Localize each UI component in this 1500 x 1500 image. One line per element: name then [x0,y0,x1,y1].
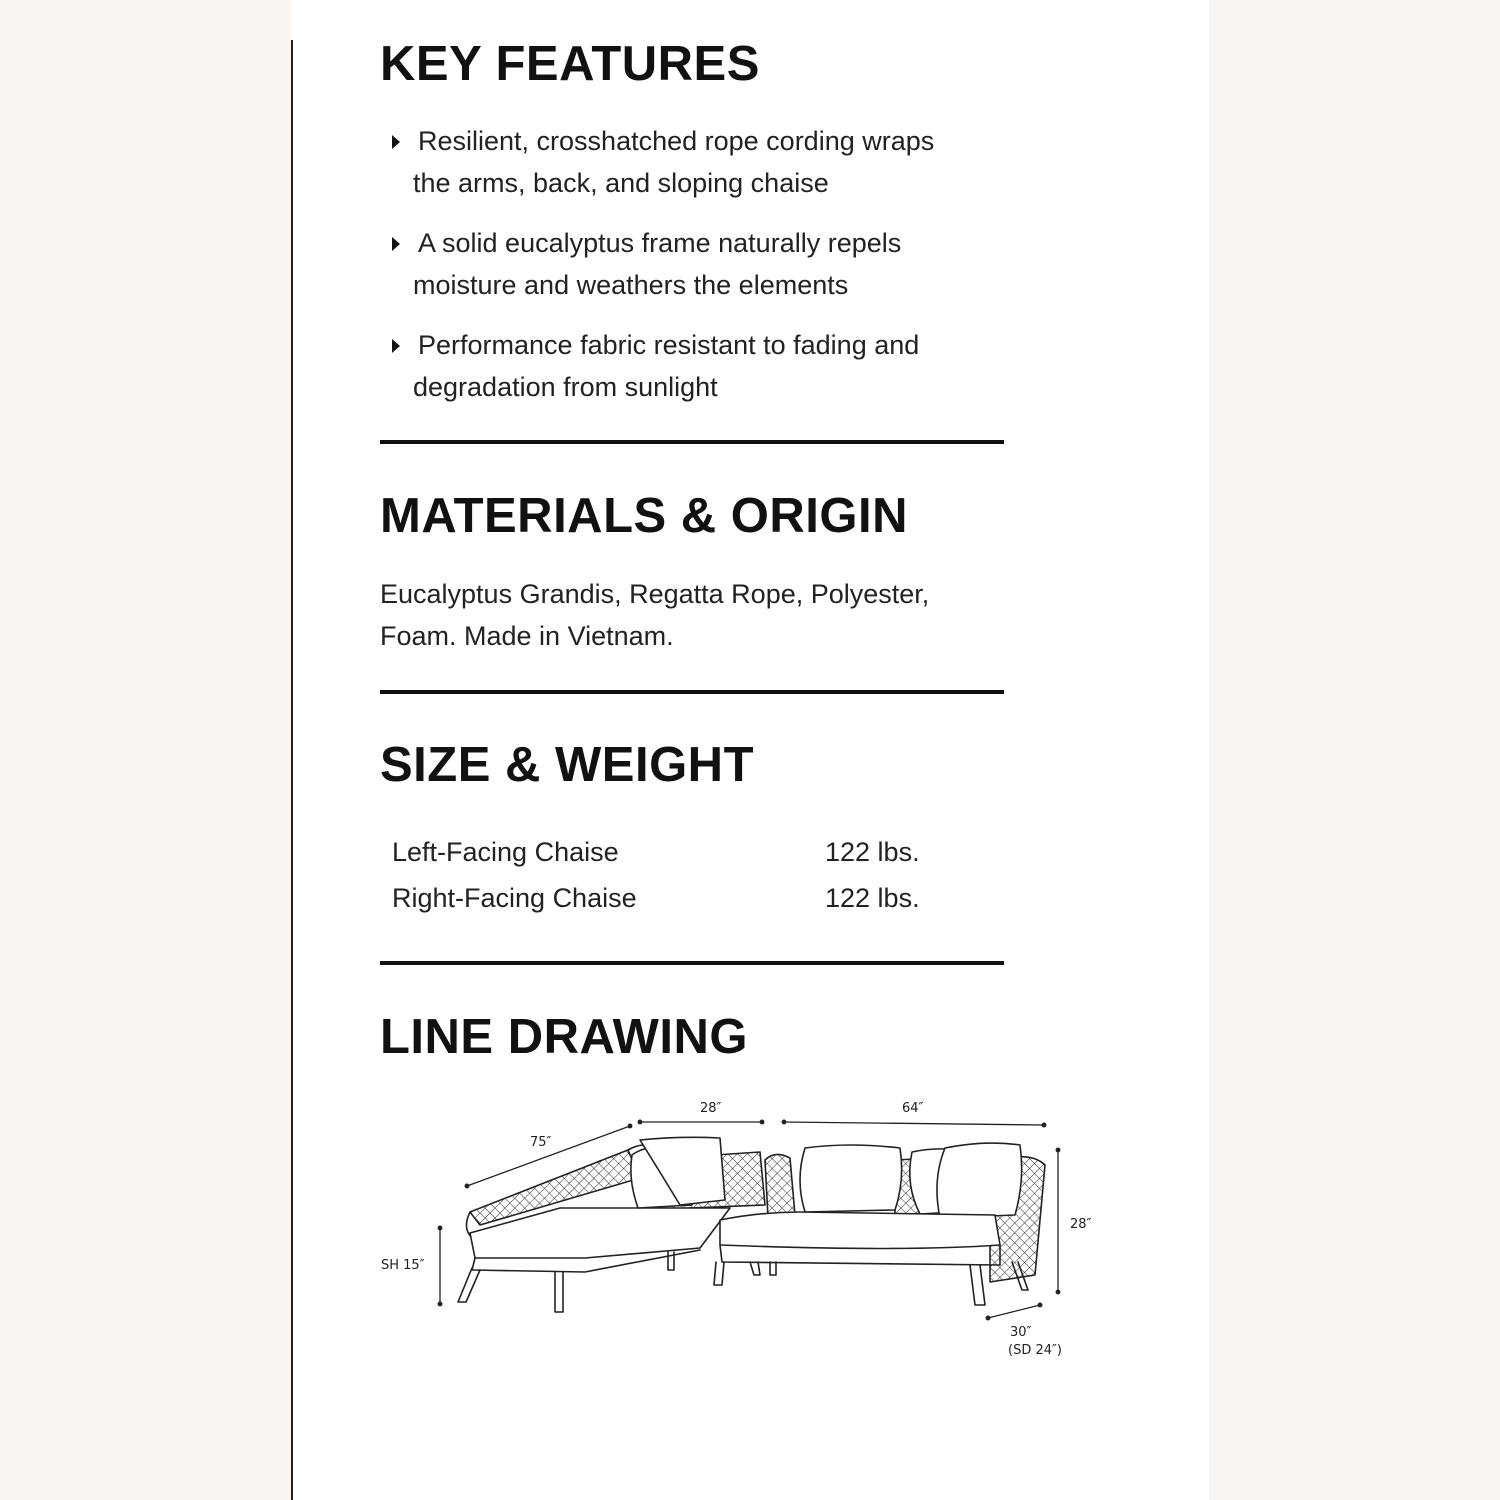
feature-line-1: A solid eucalyptus frame naturally repels [418,228,902,258]
feature-line-2: moisture and weathers the elements [413,270,849,300]
materials-heading: MATERIALS & ORIGIN [380,489,909,543]
dim-sofa-width-label: 64″ [902,1101,924,1116]
dim-seat-depth-label: (SD 24″) [1008,1343,1062,1358]
size-weight-heading: SIZE & WEIGHT [380,738,754,792]
feature-line-1: Resilient, crosshatched rope cording wraps [418,126,935,156]
section-divider [380,440,1004,444]
caret-right-icon [392,237,400,251]
materials-line-2: Foam. Made in Vietnam. [380,621,674,651]
feature-line-1: Performance fabric resistant to fading and [418,330,920,360]
dim-seat-height-label: SH 15″ [381,1258,425,1273]
dim-length-label: 75″ [530,1135,552,1150]
materials-line-1: Eucalyptus Grandis, Regatta Rope, Polyester, [380,579,930,609]
materials-text [380,573,1020,657]
section-divider [380,690,1004,694]
caret-right-icon [392,135,400,149]
feature-item [392,222,1012,306]
weight-item-name: Left-Facing Chaise [392,837,619,867]
feature-line-2: the arms, back, and sloping chaise [413,168,829,198]
weight-item-value: 122 lbs. [825,883,920,913]
weight-item-value: 122 lbs. [825,837,920,867]
dim-height-label: 28″ [1070,1217,1092,1232]
dim-depth-label: 30″ [1010,1325,1032,1340]
dim-chaise-width-label: 28″ [700,1101,722,1116]
feature-item [392,324,1012,408]
sectional-line-drawing [370,1090,1100,1380]
feature-item [392,120,1012,204]
feature-line-2: degradation from sunlight [413,372,718,402]
key-features-heading: KEY FEATURES [380,37,760,91]
sofa-seat [720,1212,1000,1249]
weight-item-name: Right-Facing Chaise [392,883,637,913]
section-divider [380,961,1004,965]
sofa-pillow [800,1145,902,1212]
line-drawing-heading: LINE DRAWING [380,1010,749,1064]
caret-right-icon [392,339,400,353]
sofa-pillow [937,1143,1022,1218]
sofa-rope-arm-left [765,1154,795,1218]
sheet-edge-line [291,40,293,1500]
